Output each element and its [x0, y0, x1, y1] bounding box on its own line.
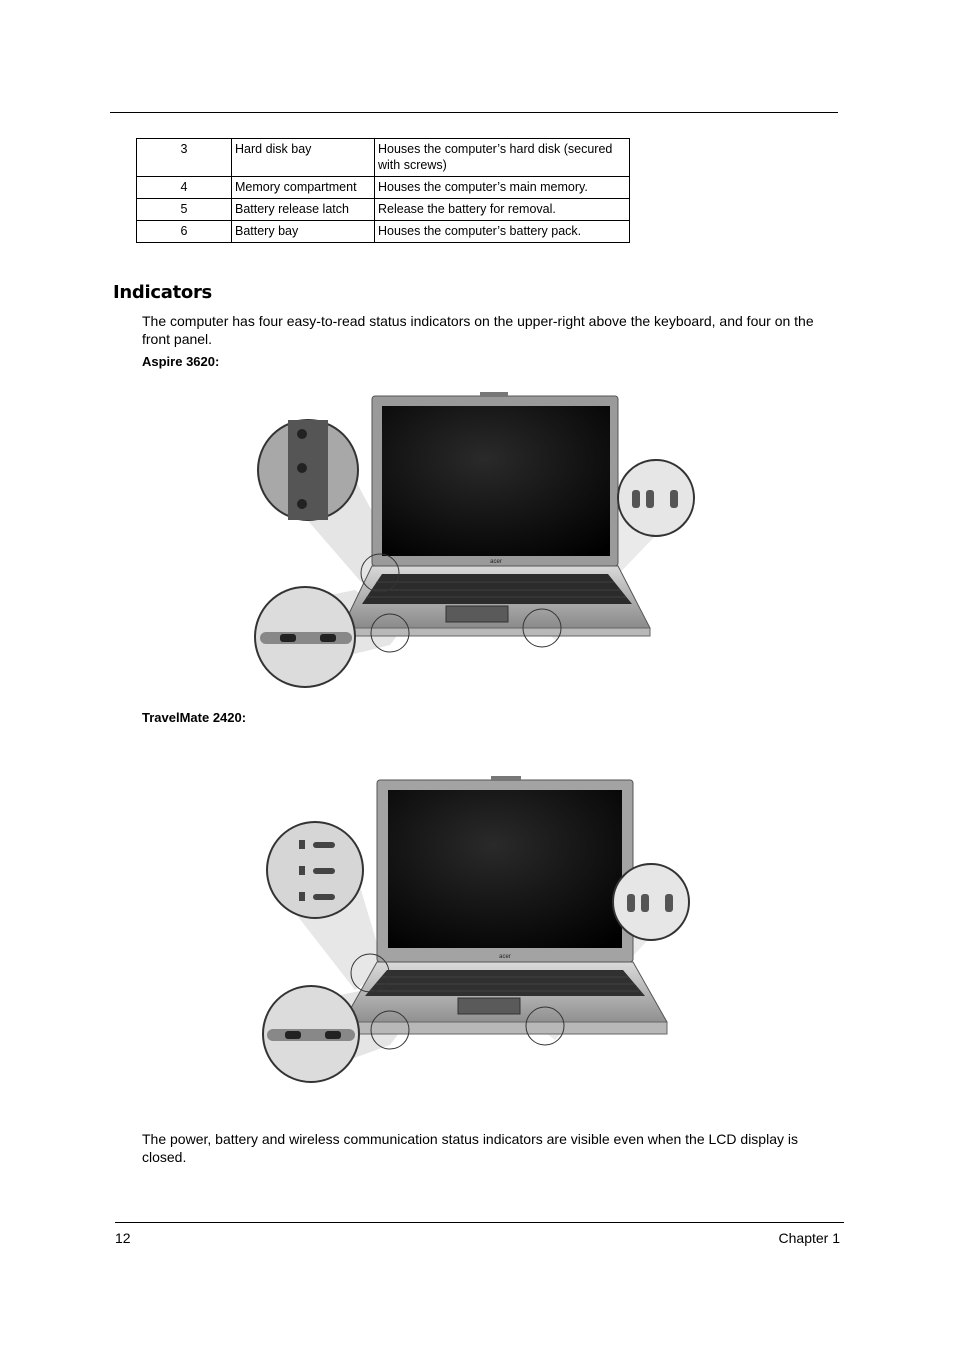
- row-number: 5: [137, 199, 232, 221]
- table-row: [137, 139, 630, 177]
- table-row: [137, 221, 630, 243]
- row-item: Battery release latch: [232, 199, 375, 221]
- row-number: 6: [137, 221, 232, 243]
- page-number: 12: [115, 1230, 131, 1246]
- row-item: Battery bay: [232, 221, 375, 243]
- row-description: Release the battery for removal.: [375, 199, 630, 221]
- header-rule: [110, 112, 838, 113]
- row-item: Hard disk bay: [232, 139, 375, 177]
- figure2-caption: TravelMate 2420:: [142, 710, 247, 725]
- table-row: [137, 199, 630, 221]
- intro-paragraph: The computer has four easy-to-read status indicators on the upper-right above the keyboard, and four on the front panel.: [142, 313, 814, 347]
- acer-logo: acer: [499, 954, 511, 960]
- row-description: Houses the computer’s battery pack.: [375, 221, 630, 243]
- figure1-caption: Aspire 3620:: [142, 354, 220, 369]
- chapter-label: Chapter 1: [778, 1230, 840, 1246]
- aspire-3620-figure: [250, 390, 710, 690]
- row-description: Houses the computer’s hard disk (secured with screws): [375, 139, 630, 177]
- parts-table: [136, 138, 630, 243]
- section-heading: Indicators: [113, 282, 212, 303]
- row-number: 3: [137, 139, 232, 177]
- table-row: [137, 177, 630, 199]
- travelmate-2420-figure: [255, 770, 695, 1090]
- row-item: Memory compartment: [232, 177, 375, 199]
- closing-paragraph: The power, battery and wireless communication status indicators are visible even when the LCD display is closed.: [142, 1131, 798, 1165]
- row-number: 4: [137, 177, 232, 199]
- footer-rule: [115, 1222, 844, 1223]
- acer-logo: acer: [490, 559, 502, 565]
- row-description: Houses the computer’s main memory.: [375, 177, 630, 199]
